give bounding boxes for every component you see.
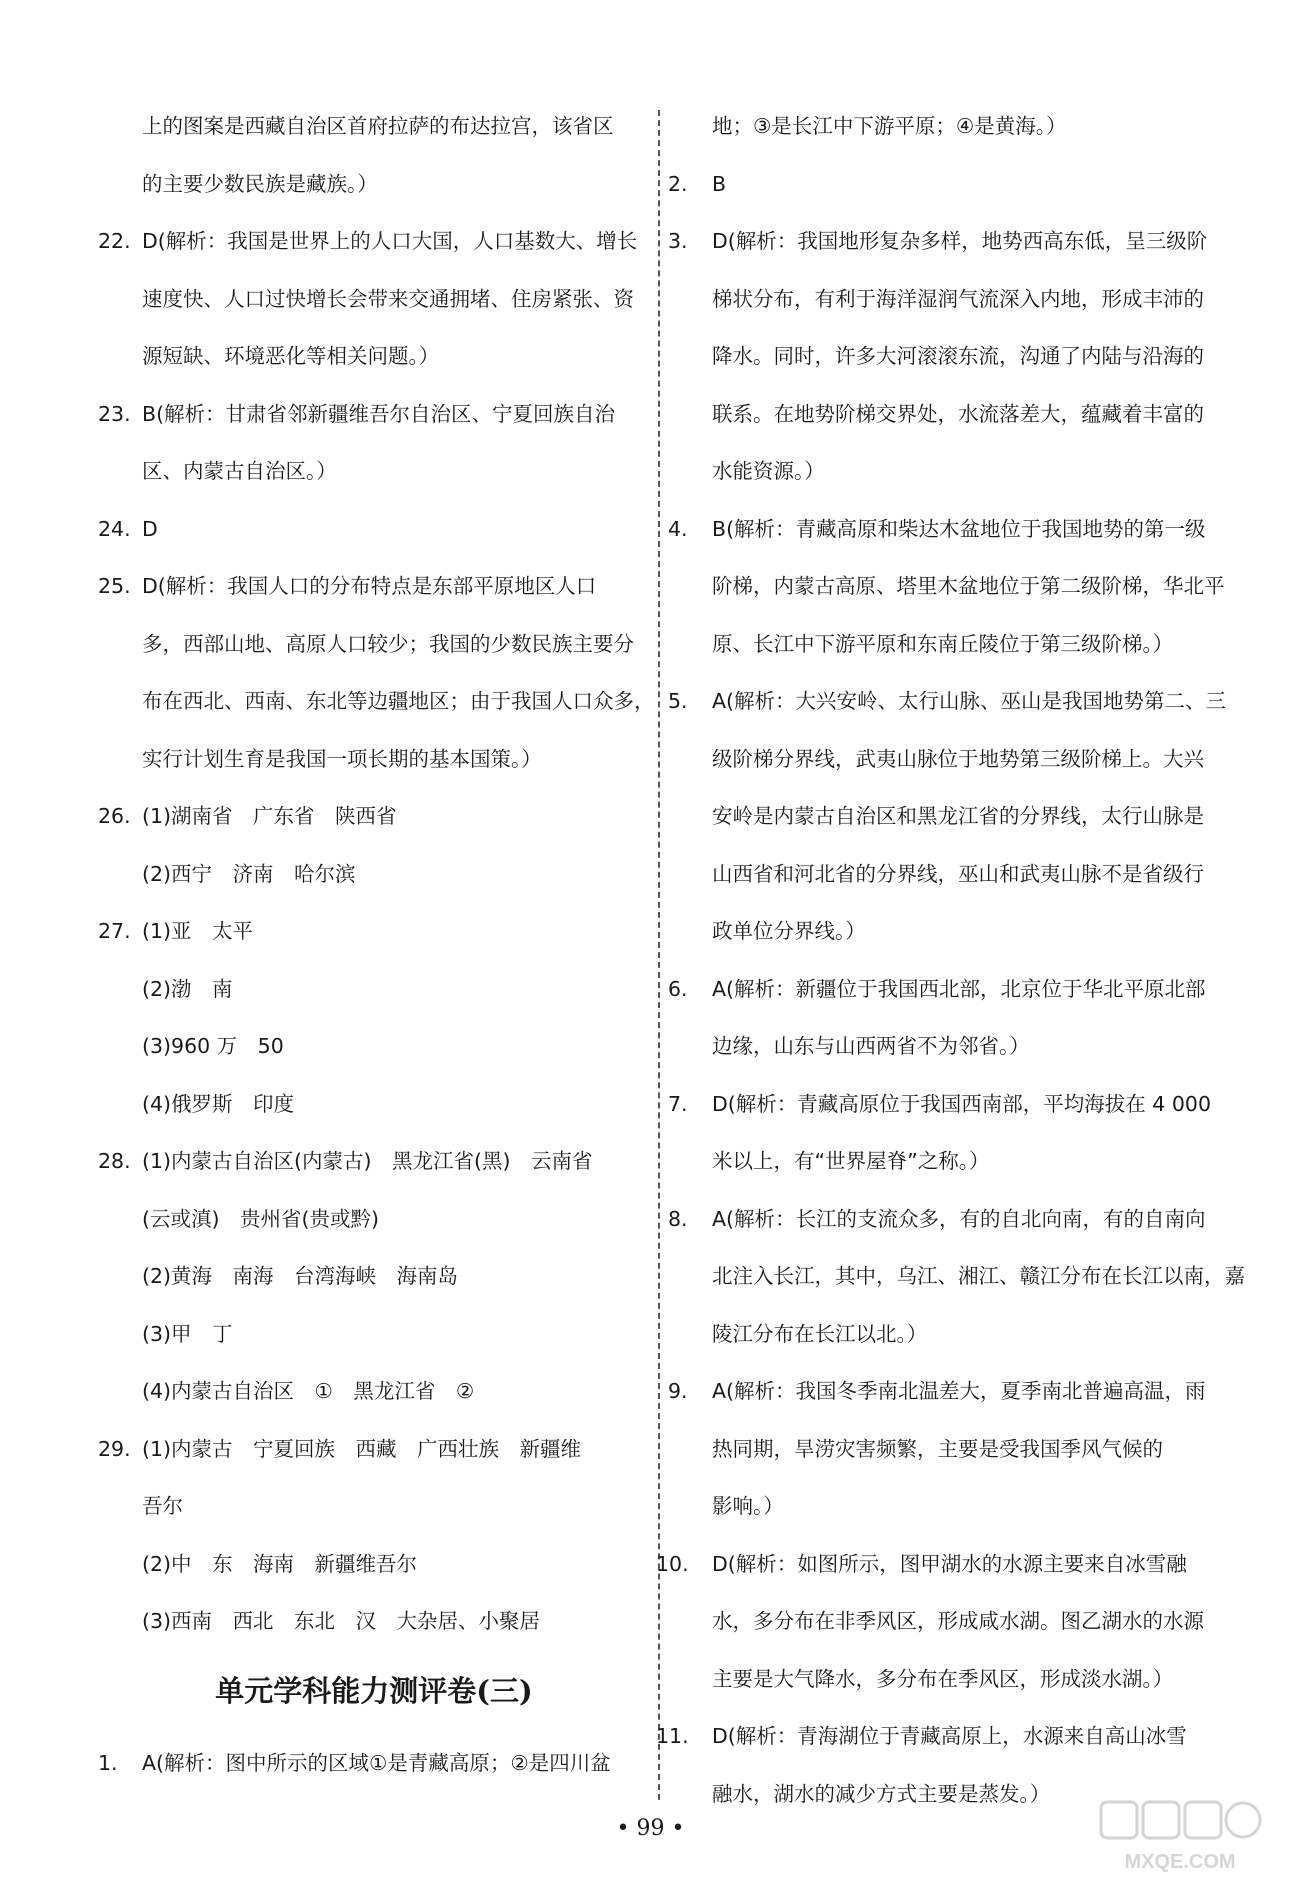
question-number: 27.: [98, 919, 131, 943]
answer-23: [98, 386, 650, 501]
question-number: 28.: [98, 1149, 131, 1173]
answer-3: [668, 213, 1220, 501]
text-line: (2)渤 南: [142, 976, 233, 1001]
text-line: D(解析：我国地形复杂多样，地势西高东低，呈三级阶: [712, 229, 1208, 253]
answer-4: [668, 501, 1225, 674]
question-number: 29.: [98, 1436, 131, 1461]
text-line: 水能资源。）: [712, 459, 825, 483]
question-number: 6.: [668, 976, 688, 1001]
answer-5: [668, 673, 1227, 961]
answer-26: [98, 788, 650, 903]
answer-7: [668, 1076, 1220, 1191]
text-line: (2)黄海 南海 台湾海峡 海南岛: [142, 1264, 459, 1288]
text-line: D(解析：我国人口的分布特点是东部平原地区人口: [142, 574, 597, 598]
answer-21-continued: [98, 98, 650, 213]
answer-24: [98, 501, 650, 559]
text-line: (1)亚 太平: [142, 919, 254, 943]
text-line: 实行计划生育是我国一项长期的基本国策。）: [142, 746, 542, 771]
text-line: 上的图案是西藏自治区首府拉萨的布达拉宫，该省区: [142, 114, 614, 138]
answer-10: [656, 1536, 1220, 1709]
page-number: • 99 •: [616, 1816, 685, 1841]
text-line: A(解析：图中所示的区域①是青藏高原；②是四川盆: [142, 1750, 611, 1775]
text-line: 联系。在地势阶梯交界处，水流落差大，蕴藏着丰富的: [712, 401, 1204, 426]
text-line: 速度快、人口过快增长会带来交通拥堵、住房紧张、资: [142, 286, 634, 311]
text-line: (2)中 东 海南 新疆维吾尔: [142, 1551, 418, 1576]
text-line: D: [142, 516, 158, 541]
text-line: (3)西南 西北 东北 汉 大杂居、小聚居: [142, 1609, 541, 1633]
text-line: 区、内蒙古自治区。）: [142, 459, 337, 483]
answer-1: [98, 1735, 650, 1793]
question-number: 7.: [668, 1091, 688, 1116]
text-line: 吾尔: [142, 1494, 183, 1518]
text-line: 级阶梯分界线，武夷山脉位于地势第三级阶梯上。大兴: [712, 746, 1204, 771]
answer-22: [98, 213, 650, 386]
text-line: (1)内蒙古 宁夏回族 西藏 广西壮族 新疆维: [142, 1436, 582, 1461]
text-line: (4)俄罗斯 印度: [142, 1091, 295, 1116]
question-number: 8.: [668, 1206, 688, 1231]
text-line: (1)内蒙古自治区(内蒙古) 黑龙江省(黑) 云南省: [142, 1149, 593, 1173]
question-number: 4.: [668, 516, 688, 541]
question-number: 5.: [668, 689, 688, 713]
text-line: (4)内蒙古自治区 ① 黑龙江省 ②: [142, 1379, 475, 1403]
text-line: 影响。）: [712, 1494, 784, 1518]
text-line: A(解析：大兴安岭、太行山脉、巫山是我国地势第二、三: [712, 689, 1227, 713]
text-line: 降水。同时，许多大河滚滚东流，沟通了内陆与沿海的: [712, 344, 1204, 368]
text-line: (3)甲 丁: [142, 1321, 233, 1346]
text-line: (2)西宁 济南 哈尔滨: [142, 861, 356, 886]
answer-29: [98, 1421, 650, 1651]
left-column: [98, 98, 655, 1792]
text-line: B(解析：青藏高原和柴达木盆地位于我国地势的第一级: [712, 516, 1206, 541]
question-number: 1.: [98, 1750, 118, 1775]
text-line: 多，西部山地、高原人口较少；我国的少数民族主要分: [142, 631, 634, 656]
answer-6: [668, 961, 1220, 1076]
text-line: A(解析：新疆位于我国西北部，北京位于华北平原北部: [712, 976, 1206, 1001]
question-number: 9.: [668, 1379, 688, 1403]
text-line: D(解析：青藏高原位于我国西南部，平均海拔在 4 000: [712, 1091, 1211, 1116]
text-line: 的主要少数民族是藏族。）: [142, 171, 378, 196]
answer-28: [98, 1133, 650, 1421]
answer-8: [668, 1191, 1245, 1364]
question-number: 22.: [98, 229, 131, 253]
text-line: 陵江分布在长江以北。）: [712, 1321, 928, 1346]
text-line: (云或滇) 贵州省(贵或黔): [142, 1206, 379, 1231]
answer-25: [98, 558, 655, 788]
text-line: A(解析：我国冬季南北温差大，夏季南北普遍高温，雨: [712, 1379, 1206, 1403]
answer-2: [668, 156, 1220, 214]
text-line: 源短缺、环境恶化等相关问题。）: [142, 344, 440, 368]
text-line: 地；③是长江中下游平原；④是黄海。）: [712, 114, 1067, 138]
text-line: 原、长江中下游平原和东南丘陵位于第三级阶梯。）: [712, 631, 1174, 656]
text-line: B(解析：甘肃省邻新疆维吾尔自治区、宁夏回族自治: [142, 401, 616, 426]
text-line: 热同期，旱涝灾害频繁，主要是受我国季风气候的: [712, 1436, 1163, 1461]
watermark-logo-icon: [1095, 1798, 1265, 1878]
answer-1-continued: [668, 98, 1220, 156]
text-line: 北注入长江，其中，乌江、湘江、赣江分布在长江以南，嘉: [712, 1264, 1245, 1288]
text-line: 安岭是内蒙古自治区和黑龙江省的分界线，太行山脉是: [712, 804, 1204, 828]
text-line: (3)960 万 50: [142, 1034, 284, 1058]
section-title: 单元学科能力测评卷(三): [215, 1673, 533, 1708]
question-number: 26.: [98, 804, 131, 828]
question-number: 3.: [668, 229, 688, 253]
text-line: 阶梯，内蒙古高原、塔里木盆地位于第二级阶梯，华北平: [712, 574, 1225, 598]
text-line: 山西省和河北省的分界线，巫山和武夷山脉不是省级行: [712, 861, 1204, 886]
text-line: D(解析：我国是世界上的人口大国，人口基数大、增长: [142, 229, 638, 253]
question-number: 11.: [656, 1724, 689, 1748]
question-number: 10.: [656, 1551, 689, 1576]
text-line: 水，多分布在非季风区，形成咸水湖。图乙湖水的水源: [712, 1609, 1204, 1633]
text-line: 边缘，山东与山西两省不为邻省。）: [712, 1034, 1030, 1058]
text-line: (1)湖南省 广东省 陕西省: [142, 804, 397, 828]
text-line: 政单位分界线。）: [712, 919, 866, 943]
text-line: 米以上，有“世界屋脊”之称。）: [712, 1149, 990, 1173]
watermark-text: MXQE.COM: [1124, 1851, 1236, 1873]
text-line: 主要是大气降水，多分布在季风区，形成淡水湖。）: [712, 1666, 1174, 1691]
text-line: D(解析：青海湖位于青藏高原上，水源来自高山冰雪: [712, 1724, 1187, 1748]
question-number: 2.: [668, 171, 688, 196]
text-line: 布在西北、西南、东北等边疆地区；由于我国人口众多，: [142, 689, 655, 713]
text-line: B: [712, 171, 727, 196]
right-column: [656, 98, 1245, 1823]
text-line: 融水，湖水的减少方式主要是蒸发。）: [712, 1781, 1051, 1806]
question-number: 24.: [98, 516, 131, 541]
text-line: A(解析：长江的支流众多，有的自北向南，有的自南向: [712, 1206, 1206, 1231]
answer-27: [98, 903, 650, 1133]
answer-9: [668, 1363, 1220, 1536]
question-number: 25.: [98, 574, 131, 598]
question-number: 23.: [98, 401, 131, 426]
text-line: D(解析：如图所示，图甲湖水的水源主要来自冰雪融: [712, 1551, 1187, 1576]
text-line: 梯状分布，有利于海洋湿润气流深入内地，形成丰沛的: [712, 286, 1204, 311]
